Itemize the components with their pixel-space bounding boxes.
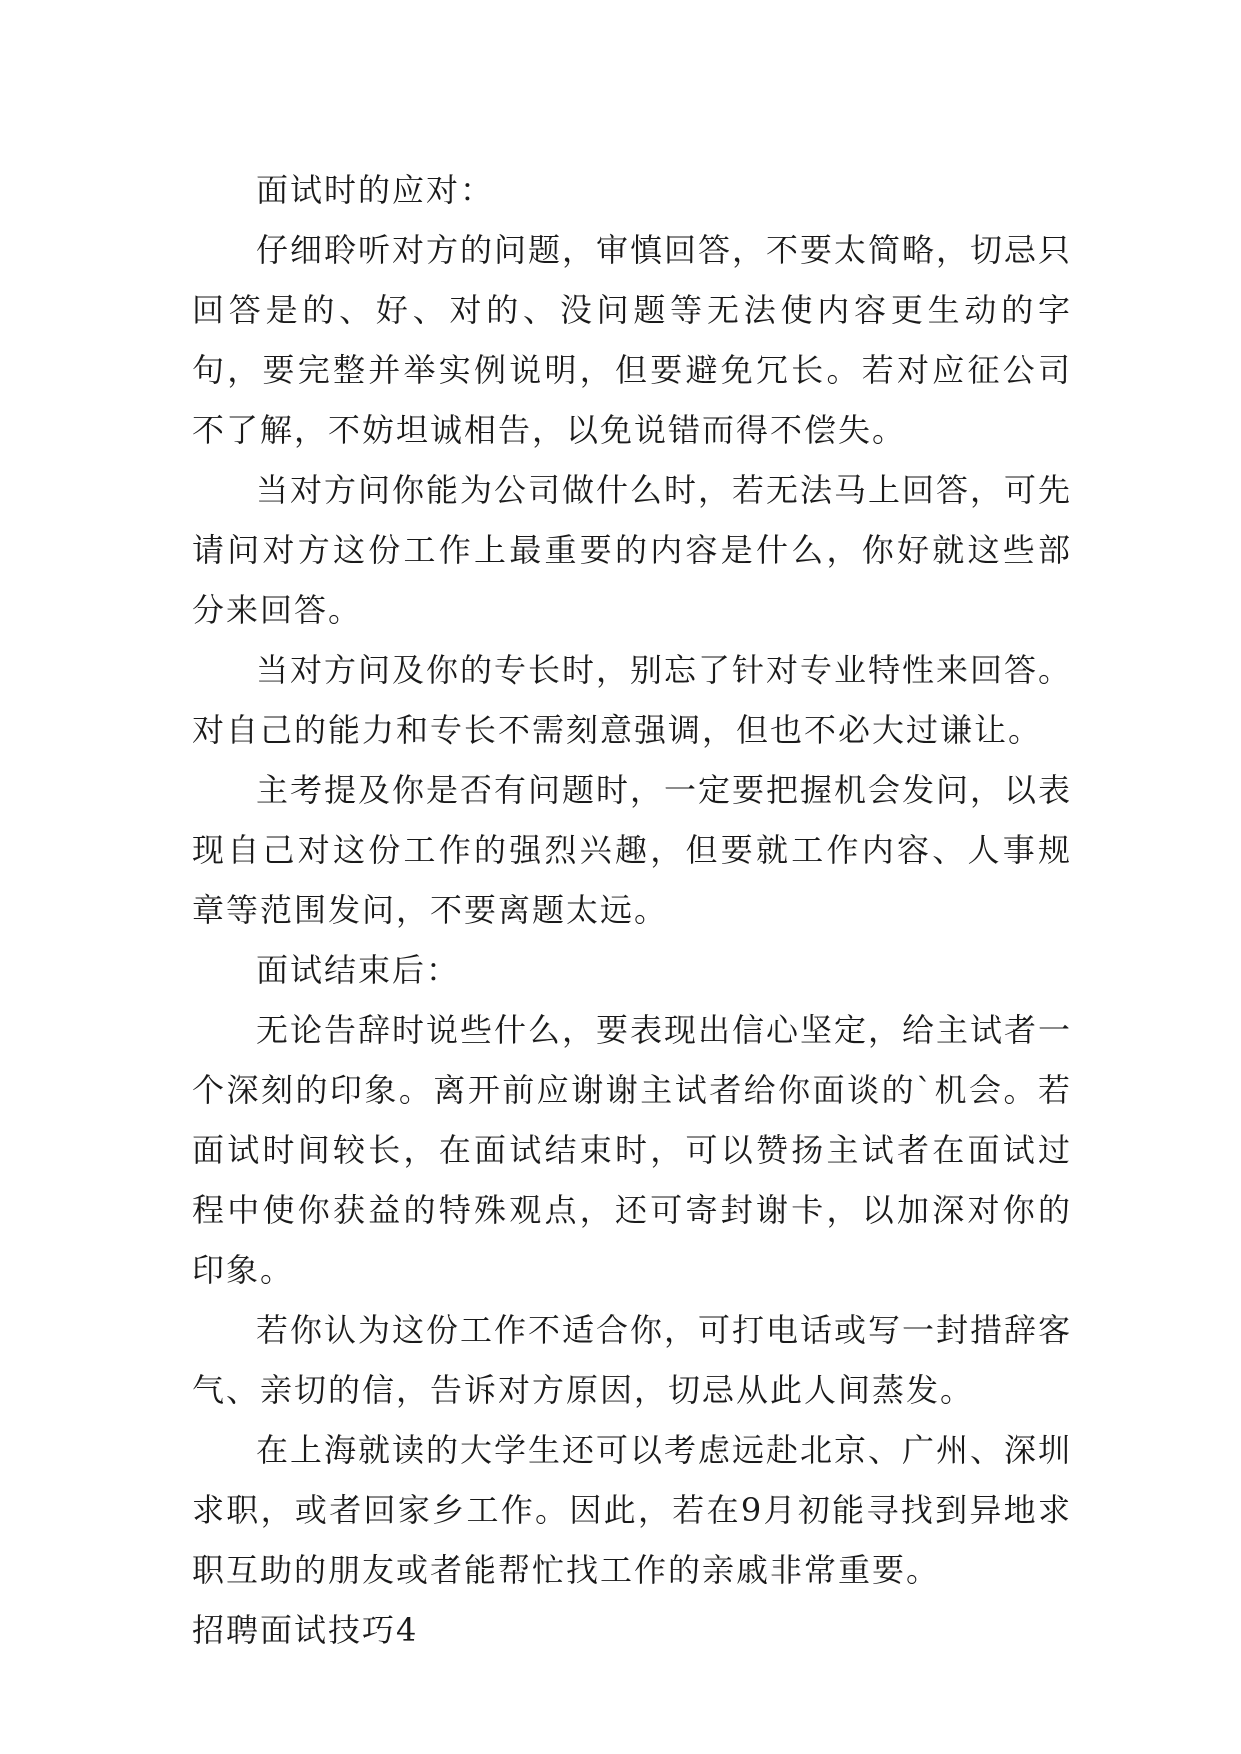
section-title-tips-4: 招聘面试技巧4 bbox=[192, 1611, 419, 1649]
paragraph-not-suitable: 若你认为这份工作不适合你，可打电话或写一封措辞客气、亲切的信，告诉对方原因，切忌从此人间蒸发。 bbox=[192, 1311, 1073, 1409]
paragraph-other-cities: 在上海就读的大学生还可以考虑远赴北京、广州、深圳求职，或者回家乡工作。因此，若在9月初能寻找到异地求职互助的朋友或者能帮忙找工作的亲戚非常重要。 bbox=[192, 1431, 1073, 1589]
section-heading-interview-response: 面试时的应对： bbox=[256, 171, 495, 209]
paragraph-strengths: 当对方问及你的专长时，别忘了针对专业特性来回答。对自己的能力和专长不需刻意强调，但也不必大过谦让。 bbox=[192, 651, 1073, 749]
paragraph-listen-carefully: 仔细聆听对方的问题，审慎回答，不要太简略，切忌只回答是的、好、对的、没问题等无法使内容更生动的字句，要完整并举实例说明，但要避免冗长。若对应征公司不了解，不妨坦诚相告，以免说错而得不偿失。 bbox=[192, 231, 1073, 449]
section-heading-after-interview: 面试结束后： bbox=[256, 951, 461, 989]
paragraph-farewell: 无论告辞时说些什么，要表现出信心坚定，给主试者一个深刻的印象。离开前应谢谢主试者给你面谈的`机会。若面试时间较长，在面试结束时，可以赞扬主试者在面试过程中使你获益的特殊观点，还可寄封谢卡，以加深对你的印象。 bbox=[192, 1011, 1073, 1289]
document-body bbox=[192, 160, 1072, 1660]
paragraph-what-can-you-do: 当对方问你能为公司做什么时，若无法马上回答，可先请问对方这份工作上最重要的内容是什么，你好就这些部分来回答。 bbox=[192, 471, 1073, 629]
paragraph-ask-questions: 主考提及你是否有问题时，一定要把握机会发问，以表现自己对这份工作的强烈兴趣，但要就工作内容、人事规章等范围发问，不要离题太远。 bbox=[192, 771, 1073, 929]
